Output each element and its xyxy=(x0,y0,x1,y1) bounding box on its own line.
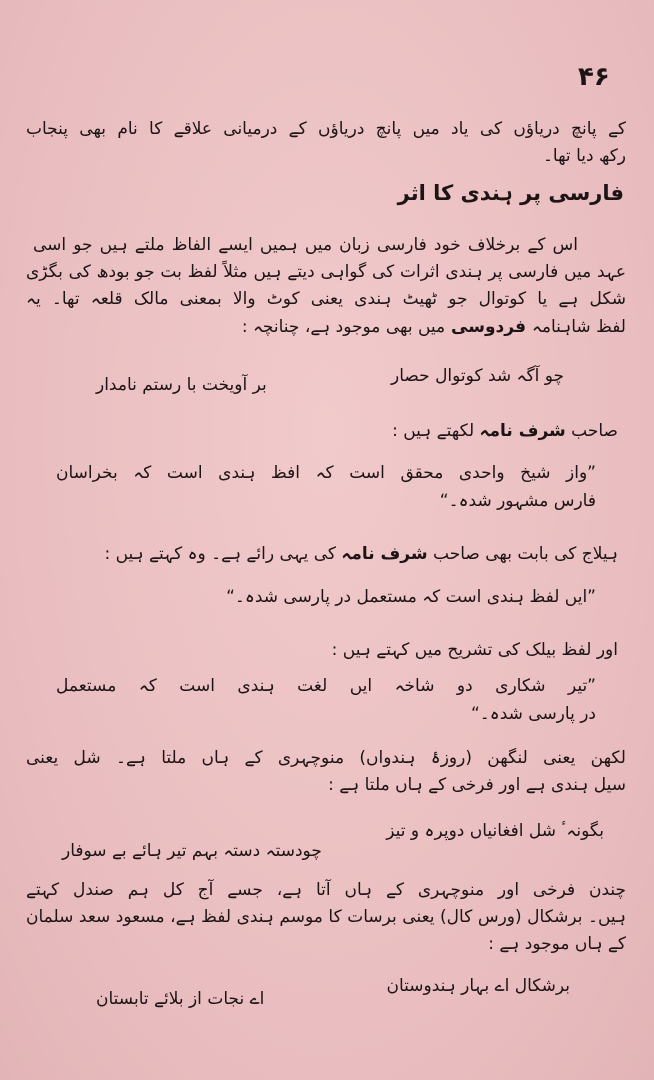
para2-line-4-end: میں بھی موجود ہے، چنانچہ : xyxy=(241,317,446,337)
quote3-line-2: در پارسی شدہ۔“ xyxy=(470,704,596,724)
verse1-right-hemistich: چو آگہ شد کوتوال حصار xyxy=(391,366,564,386)
quote3-line-1: ”تیر شکاری دو شاخہ ایں لغت ہندی است کہ مستعمل xyxy=(56,676,596,696)
sharafnama-bold: شرف نامہ xyxy=(479,421,566,441)
firdausi-bold: فردوسی xyxy=(445,317,532,337)
para6-line-3: کے ہاں موجود ہے : xyxy=(488,934,626,954)
verse3-left-hemistich: اے نجات از بلائے تابستان xyxy=(96,989,265,1009)
quote1-line-1: ”واز شیخ واحدی محقق است کہ افظ ہندی است کہ بخراسان xyxy=(56,463,596,483)
sharafnama-intro xyxy=(392,418,618,444)
verse3-right-hemistich: برشکال اے بہار ہندوستان xyxy=(386,976,570,996)
para4: اور لفظ بیلک کی تشریح میں کہتے ہیں : xyxy=(331,640,618,660)
quote1-line-2: فارس مشہور شدہ۔“ xyxy=(439,491,596,511)
para5-line-2: سیل ہندی ہے اور فرخی کے ہاں ملتا ہے : xyxy=(328,775,626,795)
para1-line-1: کے پانچ دریاؤں کی یاد میں پانچ دریاؤں کے درمیانی علاقے کا نام بھی پنجاب xyxy=(26,119,626,139)
page-number: ۴۶ xyxy=(578,62,610,92)
para6-line-2: ہیں۔ برشکال (ورس کال) یعنی برسات کا موسم ہندی لفظ ہے، مسعود سعد سلمان xyxy=(26,907,626,927)
para2-line-3: شکل ہے یا کوتوال جو ٹھیٹ ہندی یعنی کوٹ والا بمعنی مالک قلعہ تھا۔ یہ xyxy=(26,289,626,309)
verse2-right-hemistich: بگونہٴ شل افغانیاں دوپرہ و تیز xyxy=(386,821,604,841)
intro2-start: صاحب xyxy=(565,421,618,441)
sharafnama-bold-2: شرف نامہ xyxy=(341,544,428,564)
para3-start: ہیلاج کی بابت بھی صاحب xyxy=(427,544,618,564)
para3-line xyxy=(104,541,618,567)
verse2-left-hemistich: چودستہ دستہ بہم تیر ہائے بے سوفار xyxy=(62,841,322,861)
para2-line-2: عہد میں فارسی پر ہندی اثرات کی گواہی دیتے ہیں مثلاً لفظ بت جو بودھ کی بگڑی xyxy=(26,262,626,282)
quote2: ”ایں لفظ ہندی است کہ مستعمل در پارسی شدہ۔“ xyxy=(226,587,596,607)
para2-line-1: اس کے برخلاف خود فارسی زبان میں ہمیں ایسے الفاظ ملتے ہیں جو اسی xyxy=(33,235,578,255)
para3-end: کی یہی رائے ہے۔ وہ کہتے ہیں : xyxy=(104,544,342,564)
para2-line-4-start: لفظ شاہنامہ xyxy=(531,317,626,337)
intro2-end: لکھتے ہیں : xyxy=(392,421,480,441)
verse1-left-hemistich: بر آویخت با رستم نامدار xyxy=(96,375,267,395)
para2-line-4 xyxy=(26,314,626,340)
para6-line-1: چندن فرخی اور منوچہری کے ہاں آتا ہے، جسے آج کل ہم صندل کہتے xyxy=(26,880,626,900)
para5-line-1: لکھن یعنی لنگھن (روزۂ ہندواں) منوچہری کے ہاں ملتا ہے۔ شل یعنی xyxy=(26,748,626,768)
section-heading: فارسی پر ہندی کا اثر xyxy=(397,181,624,205)
para1-line-2: رکھ دیا تھا۔ xyxy=(542,146,626,166)
